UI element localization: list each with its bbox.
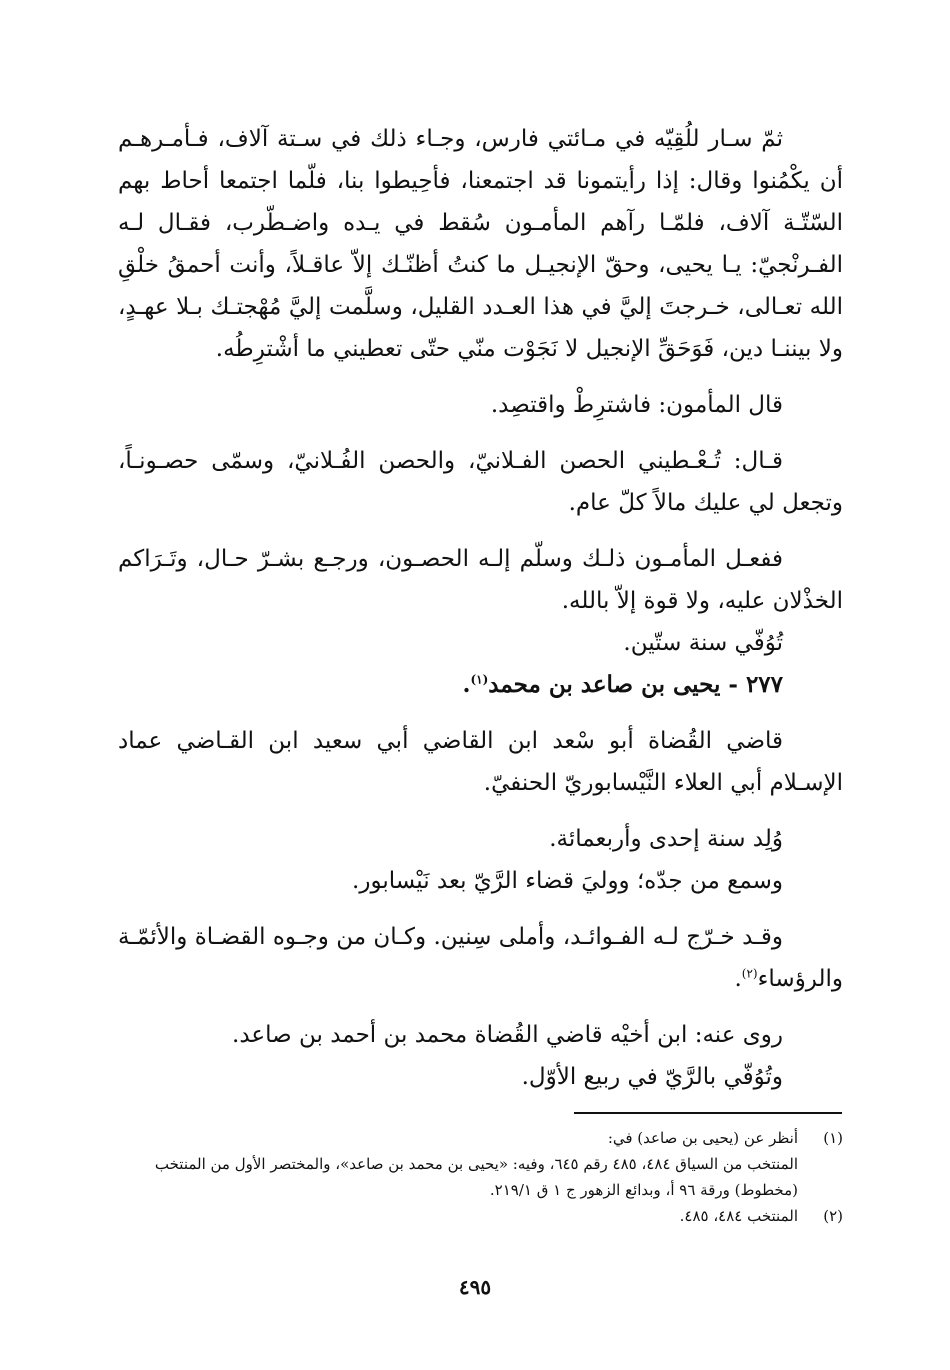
paragraph-conditions: قـال: تُـعْـطيني الحصن الفـلانيّ، والحصن الفُـلانيّ، وسمّى حصـونـاً، وتجعل لي عليك مالاً كلّ عام. <box>118 448 843 516</box>
footnote-line: المنتخب من السياق ٤٨٤، ٤٨٥ رقم ٦٤٥، وفيه: «يحيى بن محمد بن صاعد»، والمختصر الأول من المنتخب (مخطوط) ورقة ٩٦ أ، وبدائع الزهور ج ١ ق ٢١٩/١. <box>154 1155 798 1199</box>
paragraph-narrative: ثمّ سـار للُقِيّه في مـائتي فارس، وجـاء ذلك في سـتة آلاف، فـأمـرهـم أن يكْمُنوا وقال: إذا رأيتمونا قد اجتمعنا، فأحِيطوا بنا، فلّما اجتمعا أحاط بهم السّتّـة آلاف، فلمّـا رآهم المأمـون سُقط في يـده واضـطّرب، فقـال لـه الفـرنْجيّ: يـا يحيى، وحقّ الإنجيـل ما كنتُ أظنّـك إلاّ عاقـلاً، وأنت أحمقُ خلْقِ الله تعـالى، خـرجتَ إليَّ في هذا العـدد القليل، وسلَّمت إليَّ مُهْجتـك بـلا عهـدٍ، ولا بيننـا دين، فَوَحَقِّ الإنجيل لا نَجَوْت منّي حتّى تعطيني ما أشْترِطُه. <box>118 126 843 362</box>
footnote-number: (٢) <box>823 1207 843 1225</box>
page-number: ٤٩٥ <box>458 1275 492 1299</box>
entry-heading: ٢٧٧ - يحيى بن صاعد بن محمد$^{(١)}$. <box>462 671 783 698</box>
paragraph-career: وقـد خـرّج لـه الفـوائـد، وأملى سِنين. وكـان من وجـوه القضـاة والأئمّـة والرؤساء$^{(٢)}$. <box>118 924 843 992</box>
footnote-2 <box>118 1203 843 1229</box>
paragraph-mamun-reply: قال المأمون: فاشترِطْ واقتصِد. <box>490 392 783 418</box>
paragraph-outcome: ففعـل المأمـون ذلـك وسلّم إلـه الحصـون، ورجـع بشـرّ حـال، وتَـرَاكم الخذْلان عليه، ولا قوة إلاّ بالله. <box>118 546 843 614</box>
footnote-divider <box>574 1112 842 1114</box>
final-line: وتُوُفّي بالرَّيّ في ربيع الأوّل. <box>521 1064 783 1090</box>
born-line: وُلِد سنة إحدى وأربعمائة. <box>549 826 783 852</box>
footnote-ref-2: (٢) <box>741 966 758 981</box>
footnote-text <box>118 1125 798 1203</box>
footnote-1 <box>118 1125 843 1203</box>
footnote-line: أنظر عن (يحيى بن صاعد) في: <box>607 1129 798 1147</box>
paragraph-bio: قاضي القُضاة أبو سْعد ابن القاضي أبي سعيد ابن القـاضي عماد الإسـلام أبي العلاء النَّيْسابوريّ الحنفيّ. <box>118 728 843 796</box>
footnote-ref-1: (١) <box>470 672 489 687</box>
footnote-number: (١) <box>823 1129 843 1147</box>
heard-line: وسمع من جدّه؛ ووليَ قضاء الرَّيّ بعد نَيْسابور. <box>352 868 783 894</box>
career-text: وقـد خـرّج لـه الفـوائـد، وأملى سِنين. وكـان من وجـوه القضـاة والأئمّـة والرؤساء <box>118 924 843 992</box>
footnote-text <box>118 1203 798 1229</box>
death-line: تُوُفّي سنة ستّين. <box>623 630 783 656</box>
footnotes <box>118 1125 843 1229</box>
entry-heading-text: ٢٧٧ - يحيى بن صاعد بن محمد <box>488 671 783 698</box>
narrated-line: روى عنه: ابن أخيْه قاضي القُضاة محمد بن أحمد بن صاعد. <box>232 1022 783 1048</box>
main-text <box>118 118 843 1112</box>
footnote-line: المنتخب ٤٨٤، ٤٨٥. <box>679 1207 798 1225</box>
